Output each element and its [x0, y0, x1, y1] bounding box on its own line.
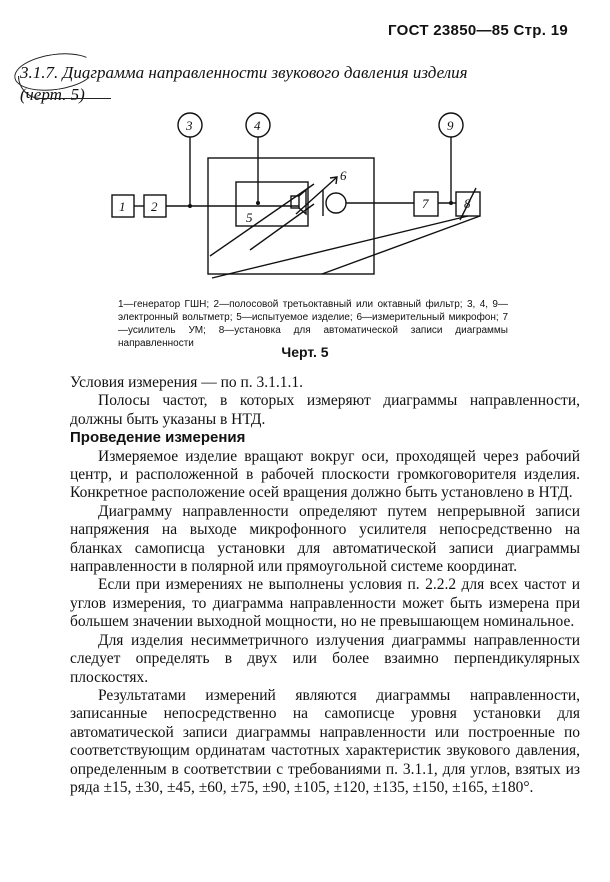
body-text [70, 374, 580, 797]
subheading-measurement: Проведение измерения [70, 429, 246, 447]
section-heading [20, 62, 590, 106]
section-title: Диаграмма направленности звукового давления изделия [62, 63, 468, 82]
paragraph-conditions: Условия измерения — по п. 3.1.1.1. [70, 374, 304, 391]
paragraph-asymmetric: Для изделия несимметричного излучения диаграммы направленности следует определять в двух или более взаимно перпендикулярных плоскостях. [70, 631, 580, 686]
label-6: 6 [340, 168, 347, 183]
chamber-frame [208, 158, 374, 274]
label-1: 1 [119, 199, 126, 214]
paragraph-rotation: Измеряемое изделие вращают вокруг оси, проходящей через рабочий центр, и расположенной в рабочей плоскости громкоговорителя изделия. Конкретное расположение осей вращения должно быть установлено в НТД. [70, 447, 580, 502]
label-7: 7 [422, 196, 429, 211]
page-header: ГОСТ 23850—85 Стр. 19 [388, 22, 568, 39]
paragraph-recording: Диаграмму направленности определяют путем непрерывной записи напряжения на выходе микрофонного усилителя непосредственно на бланках самописца установки для автоматической записи диаграммы направленности в полярной или прямоугольной системе координат. [70, 502, 580, 576]
label-8: 8 [464, 196, 471, 211]
block-diagram [100, 110, 520, 300]
figure-caption: 1—генератор ГШН; 2—полосовой третьоктавный или октавный фильтр; 3, 4, 9—электронный вольтметр; 5—испытуемое изделие; 6—измерительный микрофон; 7—усилитель УМ; 8—установка для автоматической записи диаграммы направленности [118, 299, 508, 349]
label-9: 9 [447, 118, 454, 133]
label-5: 5 [246, 210, 253, 225]
mic-circle [326, 193, 346, 213]
label-3: 3 [186, 118, 193, 133]
figure-title: Черт. 5 [281, 344, 329, 360]
label-4: 4 [254, 118, 261, 133]
paragraph-results: Результатами измерений являются диаграммы направленности, записанные непосредственно на самописце уровня установки для автоматической записи диаграммы направленности или построенные по соответствующим ординатам частотных характеристик звукового давления, определенным в соответствии с требованиями п. 3.1.1, для углов, взятых из ряда ±15, ±30, ±45, ±60, ±75, ±90, ±105, ±120, ±135, ±150, ±165, ±180°. [70, 686, 580, 796]
label-2: 2 [151, 199, 158, 214]
section-reference: (черт. 5) [20, 85, 85, 104]
section-number: 3.1.7. [20, 63, 59, 82]
paragraph-conditions-unmet: Если при измерениях не выполнены условия п. 2.2.2 для всех частот и углов измерения, то диаграмма направленности может быть измерена при большем значении выходной мощности, но не превышающем номинальное. [70, 576, 580, 631]
paragraph-frequency-bands: Полосы частот, в которых измеряют диаграммы направленности, должны быть указаны в НТД. [70, 392, 580, 428]
